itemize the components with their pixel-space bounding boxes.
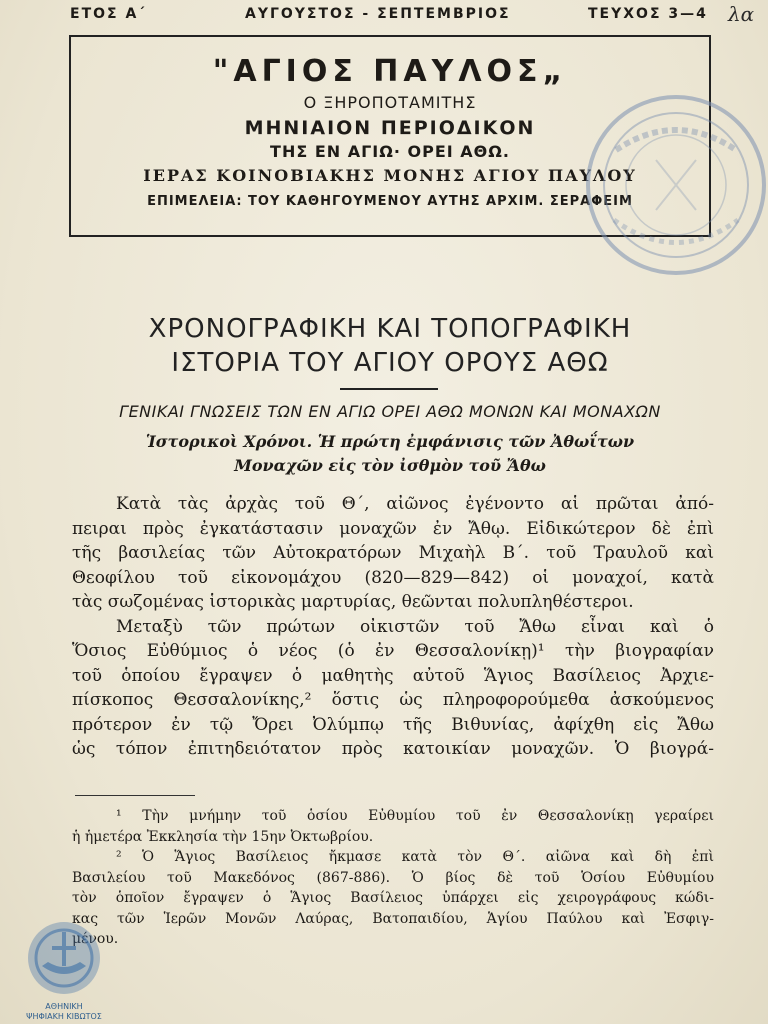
year-label: ΕΤΟΣ Α΄	[70, 6, 147, 22]
title-divider	[340, 388, 438, 390]
journal-title: "ΑΓΙΟΣ ΠΑΥΛΟΣ„	[212, 54, 568, 89]
text-line: πρότερον ἐν τῷ Ὄρει Ὀλύμπῳ τῆς Βιθυνίας, ἀφίχθη εἰς Ἄθω	[72, 714, 714, 735]
text-line: τῆς βασιλείας τῶν Αὐτοκρατόρων Μιχαὴλ Β΄. τοῦ Τραυλοῦ καὶ	[72, 543, 714, 563]
logo-caption-1: ΑΘΗΝΙΚΗ	[45, 1002, 83, 1011]
footnote-line: ² Ὁ Ἅγιος Βασίλειος ἤκμασε κατὰ τὸν Θ΄. αἰῶνα καὶ δὴ ἐπὶ	[116, 849, 714, 865]
text-line: Ὅσιος Εὐθύμιος ὁ νέος (ὁ ἐν Θεσσαλονίκῃ)¹ τὴν βιογραφίαν	[72, 641, 714, 661]
digital-library-logo	[16, 918, 112, 1022]
text-line: τὰς σωζομένας ἱστορικὰς μαρτυρίας, θεῶνται πολυπληθέστεροι.	[72, 592, 634, 612]
logo-caption-2: ΨΗΦΙΑΚΗ ΚΙΒΩΤΟΣ	[26, 1012, 102, 1021]
footnote-line: τὸν ὁποῖον ἔγραψεν ὁ Ἅγιος Βασίλειος ὑπάρχει εἰς χειρογράφους κώδι-	[72, 890, 714, 906]
text-line: Μεταξὺ τῶν πρώτων οἰκιστῶν τοῦ Ἄθω εἶναι καὶ ὁ	[116, 616, 714, 637]
months-label: ΑΥΓΟΥΣΤΟΣ - ΣΕΠΤΕΜΒΡΙΟΣ	[245, 6, 511, 22]
section-heading-line2: Μοναχῶν εἰς τὸν ἰσθμὸν τοῦ Ἄθω	[234, 456, 546, 475]
section-heading	[80, 430, 700, 478]
text-line: τοῦ ὁποίου ἔγραψεν ὁ μαθητὴς αὐτοῦ Ἅγιος Βασίλειος Ἀρχιε-	[72, 665, 714, 686]
footnote-line: μένου.	[72, 931, 119, 947]
article-title-line1: ΧΡΟΝΟΓΡΑΦΙΚΗ ΚΑΙ ΤΟΠΟΓΡΑΦΙΚΗ	[148, 314, 632, 344]
monastery-stamp-icon	[556, 90, 766, 280]
text-line: πίσκοπος Θεσσαλονίκης,² ὅστις ὡς πληροφορούμεθα ἀσκούμενος	[72, 690, 714, 710]
article-subtitle: ΓΕΝΙΚΑΙ ΓΝΩΣΕΙΣ ΤΩΝ ΕΝ ΑΓΙΩ ΟΡΕΙ ΑΘΩ ΜΟΝΩΝ ΚΑΙ ΜΟΝΑΧΩΝ	[119, 402, 661, 421]
issue-label: ΤΕΥΧΟΣ 3—4	[588, 6, 708, 22]
text-line: πειραι πρὸς ἐγκατάστασιν μοναχῶν ἐν Ἄθῳ. Εἰδικώτερον δὲ ἐπὶ	[72, 518, 714, 539]
journal-type: ΜΗΝΙΑΙΟΝ ΠΕΡΙΟΔΙΚΟΝ	[244, 117, 536, 139]
footnote-line: ἡ ἡμετέρα Ἐκκλησία τὴν 15ην Ὀκτωβρίου.	[72, 828, 374, 845]
running-head	[70, 6, 750, 26]
footnote-line: κας τῶν Ἱερῶν Μονῶν Λαύρας, Βατοπαιδίου, Ἁγίου Παύλου καὶ Ἐσφιγ-	[72, 910, 714, 927]
handwritten-mark: λα	[728, 2, 755, 26]
article-body	[72, 492, 714, 762]
footnote-line: Βασιλείου τοῦ Μακεδόνος (867-886). Ὁ βίος δὲ τοῦ Ὁσίου Εὐθυμίου	[72, 869, 714, 886]
section-heading-line1: Ἱστορικοὶ Χρόνοι. Ἡ πρώτη ἐμφάνισις τῶν Ἀθωΐτων	[145, 432, 635, 451]
footnotes	[72, 806, 714, 950]
journal-subtitle: Ο ΞΗΡΟΠΟΤΑΜΙΤΗΣ	[303, 93, 477, 112]
paragraph-2	[72, 615, 714, 762]
editor-line: ΕΠΙΜΕΛΕΙΑ: ΤΟΥ ΚΑΘΗΓΟΥΜΕΝΟΥ ΑΥΤΗΣ ΑΡΧΙΜ. ΣΕΡΑΦΕΙΜ	[147, 194, 633, 209]
article-title-line2: ΙΣΤΟΡΙΑ ΤΟΥ ΑΓΙΟΥ ΟΡΟΥΣ ΑΘΩ	[171, 348, 609, 378]
paragraph-1	[72, 492, 714, 615]
footnote-1	[72, 806, 714, 847]
text-line: ὡς τόπον ἐπιτηδειότατον πρὸς κατοικίαν μοναχῶν. Ὁ βιογρά-	[72, 739, 714, 759]
footnote-divider	[75, 795, 195, 796]
ark-logo-icon	[22, 918, 106, 998]
footnote-2	[72, 847, 714, 950]
text-line: Θεοφίλου τοῦ εἰκονομάχου (820—829—842) οἱ μοναχοί, κατὰ	[72, 567, 714, 588]
monastery-name: ΙΕΡΑΣ ΚΟΙΝΟΒΙΑΚΗΣ ΜΟΝΗΣ ΑΓΙΟΥ ΠΑΥΛΟΥ	[143, 166, 637, 185]
article-title	[60, 312, 720, 380]
footnote-line: ¹ Τὴν μνήμην τοῦ ὁσίου Εὐθυμίου τοῦ ἐν Θεσσαλονίκῃ γεραίρει	[116, 808, 714, 824]
text-line: Κατὰ τὰς ἀρχὰς τοῦ Θ΄, αἰῶνος ἐγένοντο αἱ πρῶται ἀπό-	[116, 494, 714, 514]
journal-location: ΤΗΣ ΕΝ ΑΓΙΩ· ΟΡΕΙ ΑΘΩ.	[270, 142, 510, 161]
